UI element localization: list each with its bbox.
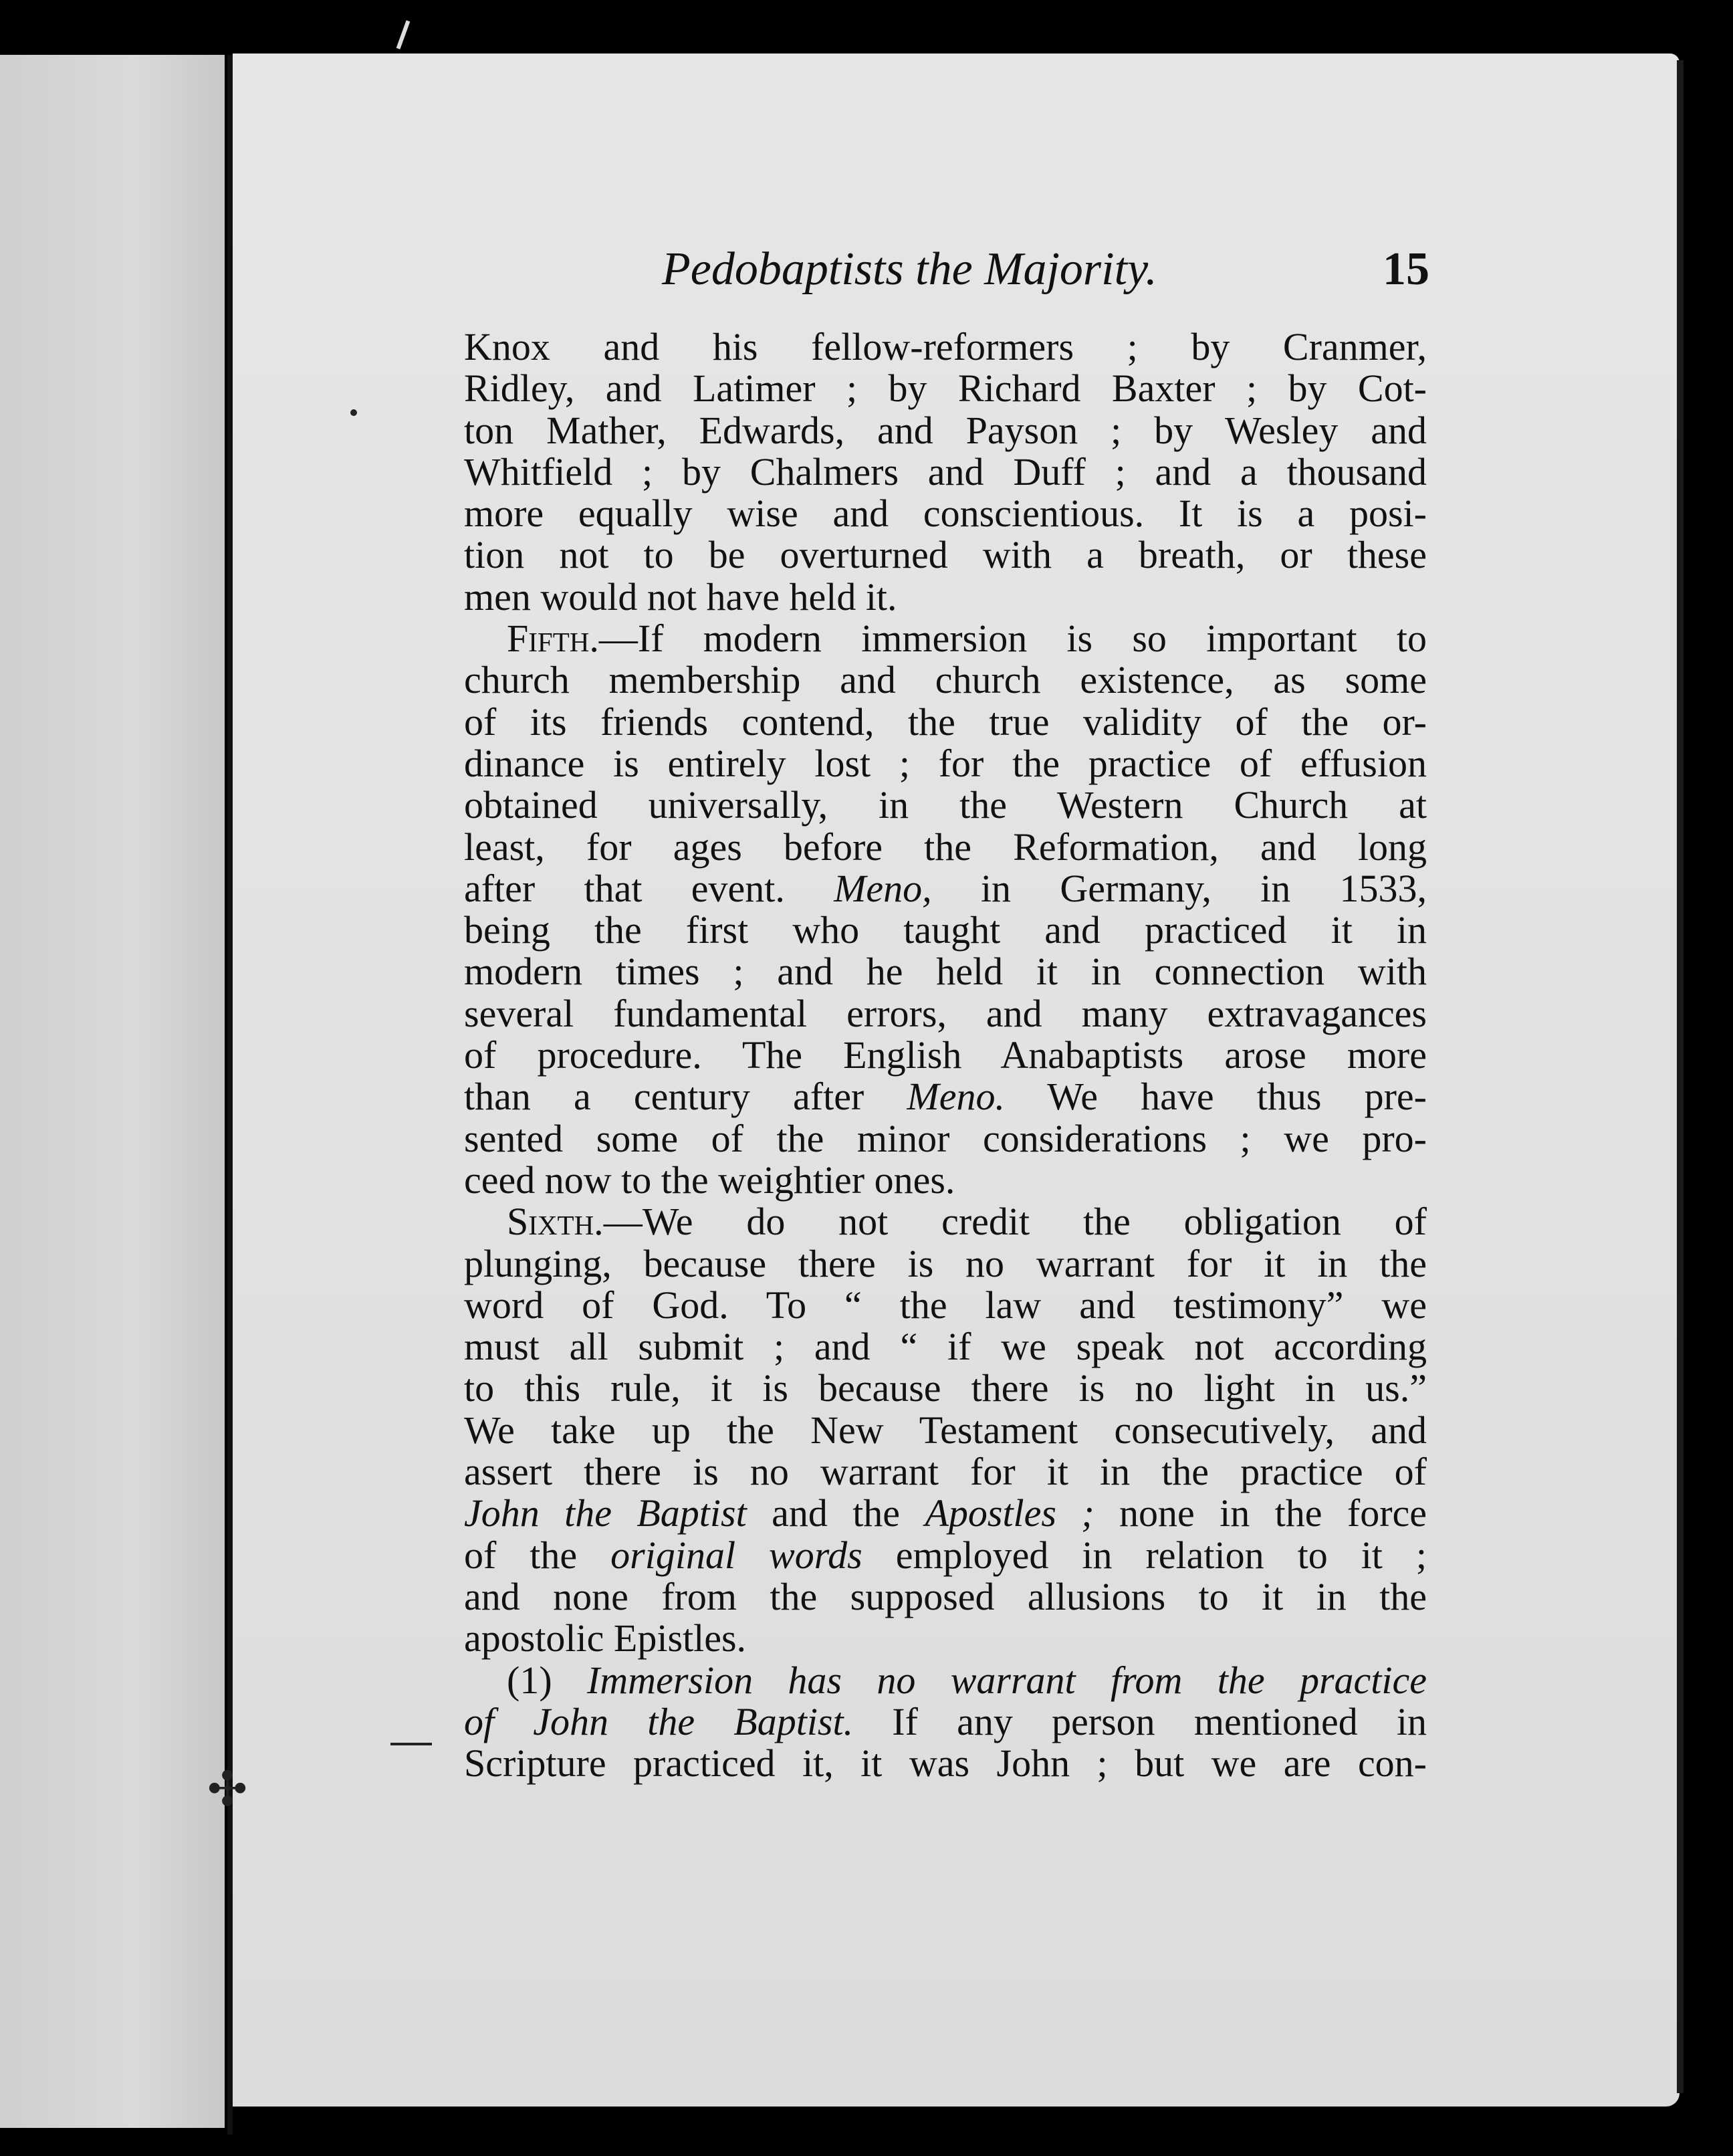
text-line: men would not have held it.: [464, 574, 897, 619]
text-line: ton Mather, Edwards, and Payson ; by Wesley and: [464, 408, 1427, 452]
text-line: must all submit ; and “ if we speak not according: [464, 1325, 1427, 1369]
text-line: several fundamental errors, and many extravagances: [464, 991, 1427, 1035]
text-line: Knox and his fellow-reformers ; by Cranmer,: [464, 325, 1427, 368]
section-label: Fifth.: [507, 617, 599, 661]
text-line: apostolic Epistles.: [464, 1616, 747, 1660]
text-line: dinance is entirely lost ; for the practice of effusion: [464, 741, 1427, 785]
page-edge-shadow: [1677, 60, 1684, 2093]
text-line: of procedure. The English Anabaptists arose more: [464, 1033, 1427, 1077]
gutter-line: [227, 55, 233, 2135]
margin-tick-mark: [396, 20, 411, 49]
text-line: of the original words employed in relation to it ;: [464, 1533, 1427, 1577]
facing-page-edge: [0, 55, 225, 2128]
section-label: Sixth.: [507, 1200, 604, 1244]
text-line: church membership and church existence, as some: [464, 658, 1427, 702]
text-line: Ridley, and Latimer ; by Richard Baxter ; by Cot-: [464, 366, 1427, 411]
text-line: least, for ages before the Reformation, and long: [464, 825, 1427, 869]
text-line: more equally wise and conscientious. It is a posi-: [464, 492, 1427, 536]
text-line: word of God. To “ the law and testimony” we: [464, 1283, 1427, 1327]
text-line: tion not to be overturned with a breath, or these: [464, 533, 1427, 577]
text-line: Sixth.—We do not credit the obligation of: [507, 1200, 1427, 1244]
text-line: than a century after Meno. We have thus pre-: [464, 1075, 1427, 1119]
text-line: Fifth.—If modern immersion is so important to: [507, 617, 1427, 661]
running-title: Pedobaptists the Majority.: [662, 243, 1157, 295]
ink-blot-icon: ✣: [207, 1761, 248, 1817]
text-line: and none from the supposed allusions to it in the: [464, 1574, 1427, 1618]
text-line: after that event. Meno, in Germany, in 1533,: [464, 866, 1427, 910]
page-number: 15: [1383, 243, 1429, 295]
text-line: plunging, because there is no warrant for it in the: [464, 1241, 1427, 1285]
text-line: Whitfield ; by Chalmers and Duff ; and a thousand: [464, 449, 1427, 494]
text-line: assert there is no warrant for it in the practice of: [464, 1450, 1427, 1494]
text-line: of John the Baptist. If any person mentioned in: [464, 1699, 1427, 1743]
text-line: John the Baptist and the Apostles ; none in the force: [464, 1491, 1427, 1535]
text-line: sented some of the minor considerations ; we pro-: [464, 1116, 1427, 1160]
text-line: being the first who taught and practiced it in: [464, 908, 1427, 952]
body-text: [464, 326, 1427, 1784]
text-line: ceed now to the weightier ones.: [464, 1158, 955, 1202]
text-line: modern times ; and he held it in connection with: [464, 950, 1427, 994]
text-line: Scripture practiced it, it was John ; but we are con-: [464, 1741, 1427, 1786]
text-line: (1) Immersion has no warrant from the practice: [507, 1658, 1427, 1702]
text-line: We take up the New Testament consecutively, and: [464, 1408, 1427, 1452]
text-line: obtained universally, in the Western Church at: [464, 783, 1427, 827]
ink-dot: [350, 409, 357, 416]
running-header: [461, 239, 1429, 300]
margin-dash-mark: [390, 1743, 432, 1745]
text-line: to this rule, it is because there is no light in us.”: [464, 1366, 1427, 1410]
text-line: of its friends contend, the true validity of the or-: [464, 699, 1427, 744]
